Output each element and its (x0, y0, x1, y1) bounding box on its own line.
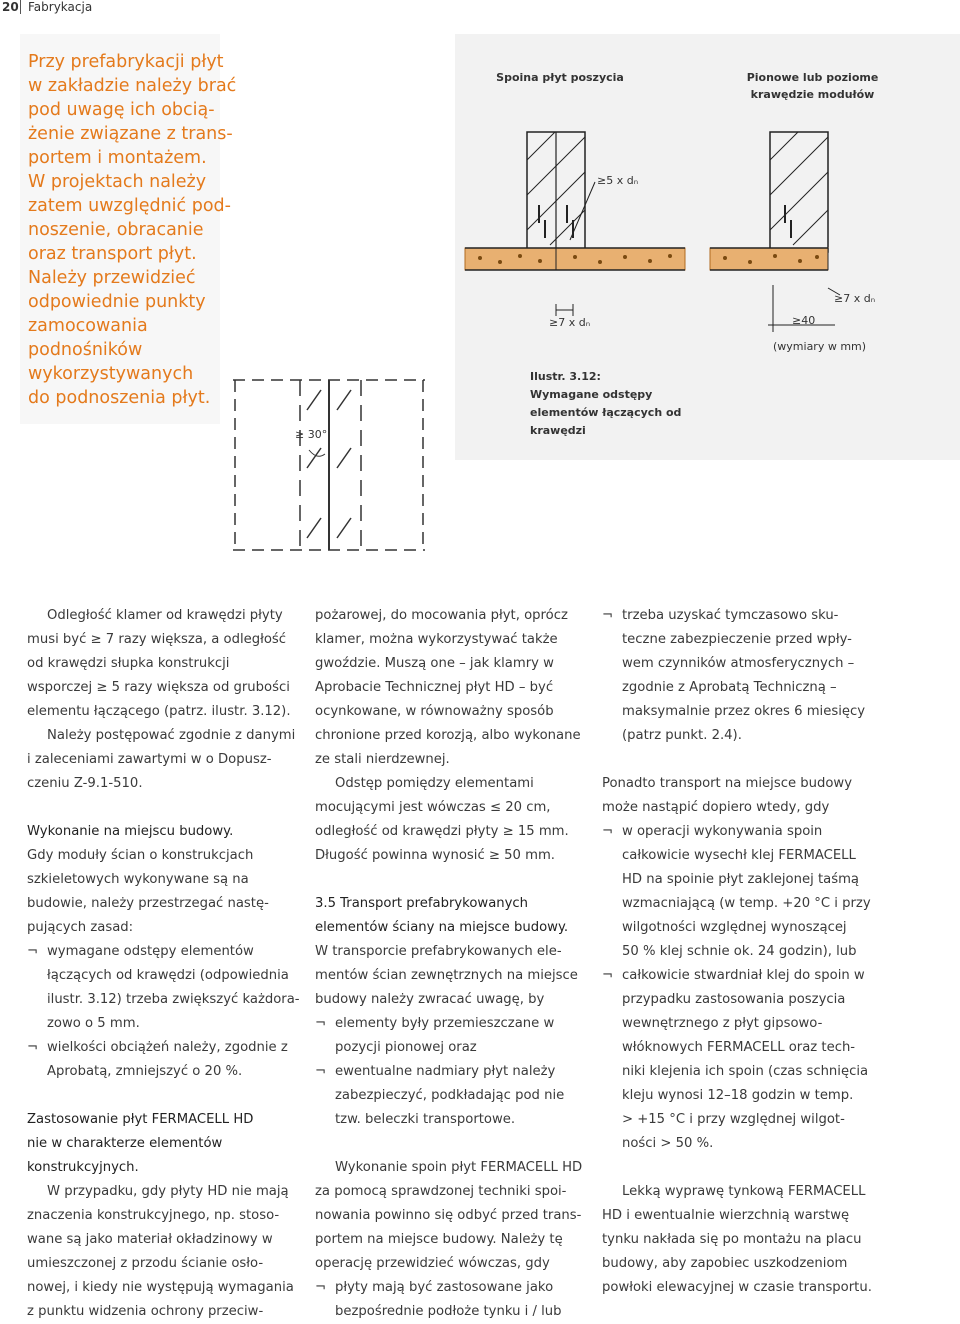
text-line: zgodnie z Aprobatą Techniczną – (622, 680, 837, 695)
intro-line: żenie związane z trans- (28, 124, 233, 144)
text-line: wymagane odstępy elementów (47, 944, 254, 959)
text-line: od krawędzi słupka konstrukcji (27, 656, 230, 671)
text-line: trzeba uzyskać tymczasowo sku- (622, 608, 839, 623)
text-line: mocującymi jest wówczas ≤ 20 cm, (315, 800, 551, 815)
text-line: maksymalnie przez okres 6 miesięcy (622, 704, 866, 719)
text-line: Lekką wyprawę tynkową FERMACELL (622, 1184, 866, 1199)
text-line: znaczenia konstrukcyjnego, np. stoso- (27, 1208, 280, 1223)
intro-line: w zakładzie należy brać (28, 76, 237, 96)
figure-caption (530, 368, 681, 440)
section-heading: Wykonanie na miejscu budowy. (27, 824, 234, 839)
section-heading: elementów ściany na miejsce budowy. (315, 920, 569, 935)
text-line: łączących od krawędzi (odpowiednia (47, 968, 289, 983)
intro-text (28, 50, 237, 410)
joint-diagram (455, 120, 960, 360)
text-line: ności > 50 %. (622, 1136, 714, 1151)
text-line: budowy należy zwracać uwagę, by (315, 992, 545, 1007)
bullet-item (315, 1060, 590, 1132)
text-line: za pomocą sprawdzonej techniki spoi- (315, 1184, 567, 1199)
header-divider (20, 0, 21, 14)
bullet-item (602, 820, 892, 964)
angle-label: ≥ 30° (295, 428, 328, 441)
bullet-mark: ¬ (602, 968, 614, 983)
section-heading: nie w charakterze elementów (27, 1136, 223, 1151)
text-line: Odległość klamer od krawędzi płyty (47, 608, 283, 623)
text-line: budowie, należy przestrzegać nastę- (27, 896, 269, 911)
text-line: Gdy moduły ścian o konstrukcjach (27, 848, 254, 863)
text-line: Odstęp pomiędzy elementami (335, 776, 534, 791)
intro-line: odpowiednie punkty (28, 292, 206, 312)
plate-joint-detail (465, 132, 685, 316)
text-line: klamer, można wykorzystywać także (315, 632, 558, 647)
units-note: (wymiary w mm) (773, 340, 867, 353)
section-heading: konstrukcyjnych. (27, 1160, 139, 1175)
intro-line: W projektach należy (28, 172, 207, 192)
text-line: wem czynników atmosferycznych – (622, 656, 855, 671)
intro-line: pod uwagę ich obcią- (28, 100, 215, 120)
text-line: Ponadto transport na miejsce budowy (602, 776, 853, 791)
module-edge-detail (710, 132, 840, 332)
text-line: zabezpieczyć, podkładając pod nie (335, 1088, 565, 1103)
section-heading: 3.5 Transport prefabrykowanych (315, 896, 529, 911)
dimension-7dn-left: ≥7 x dₙ (549, 316, 591, 329)
bullet-mark: ¬ (315, 1016, 327, 1031)
intro-line: zatem uwzględnić pod- (28, 196, 231, 216)
text-line: 50 % klej schnie ok. 24 godzin), lub (622, 944, 857, 959)
caption-line: elementów łączących od (530, 406, 682, 419)
paragraph (27, 604, 297, 628)
text-line: ze stali nierdzewnej. (315, 752, 450, 767)
intro-line: wykorzystywanych (28, 364, 194, 384)
intro-line: podnośników (28, 340, 143, 360)
figure-title-right-line: Pionowe lub poziome (746, 71, 879, 84)
text-line: tzw. beleczki transportowe. (335, 1112, 516, 1127)
section-heading: Zastosowanie płyt FERMACELL HD (27, 1112, 254, 1127)
text-line: W transporcie prefabrykowanych ele- (315, 944, 562, 959)
text-line: wsporczej ≥ 5 razy większa od grubości (27, 680, 290, 695)
bullet-mark: ¬ (27, 1040, 39, 1055)
dimension-7dn-right: ≥7 x dₙ (834, 292, 876, 305)
text-line: ewentualne nadmiary płyt należy (335, 1064, 556, 1079)
text-line: wzmacniającą (w temp. +20 °C i przy (622, 896, 871, 911)
dimension-40: ≥40 (792, 314, 816, 327)
text-line: W przypadku, gdy płyty HD nie mają (47, 1184, 289, 1199)
text-line: Aprobatą, zmniejszyć o 20 %. (47, 1064, 243, 1079)
bullet-item (27, 1036, 297, 1084)
bullet-mark: ¬ (315, 1064, 327, 1079)
bullet-mark: ¬ (602, 824, 614, 839)
text-line: > +15 °C i przy względnej wilgot- (622, 1112, 845, 1127)
bullet-item (27, 940, 300, 1036)
text-line: HD na spoinie płyt zaklejonej taśmą (622, 872, 860, 887)
text-line: portem na miejsce budowy. Należy tę (315, 1232, 563, 1247)
intro-line: portem i montażem. (28, 148, 207, 168)
text-column-3 (602, 604, 892, 1300)
text-line: gwoździe. Muszą one – jak klamry w (315, 656, 554, 671)
text-line: (patrz punkt. 2.4). (622, 728, 742, 743)
text-line: powłoki elewacyjnej w czasie transportu. (602, 1280, 872, 1295)
text-line: ilustr. 3.12) trzeba zwiększyć każdora- (47, 992, 300, 1007)
caption-number: Ilustr. 3.12: (530, 370, 601, 383)
text-line: całkowicie stwardniał klej do spoin w (622, 968, 865, 983)
text-line: teczne zabezpieczenie przed wpły- (622, 632, 852, 647)
caption-line: krawędzi (530, 424, 586, 437)
text-line: operację przewidzieć wówczas, gdy (315, 1256, 550, 1271)
text-line: z punktu widzenia ochrony przeciw- (27, 1304, 264, 1319)
text-column-2 (315, 604, 590, 1324)
text-line: Aprobacie Technicznej płyt HD – być (315, 680, 554, 695)
section-title: Fabrykacja (28, 0, 93, 14)
text-line: kleju wynosi 12–18 godzin w temp. (622, 1088, 854, 1103)
text-line: nowej, i kiedy nie występują wymagania (27, 1280, 294, 1295)
text-line: wilgotności względnej wynoszącej (622, 920, 847, 935)
intro-line: Należy przewidzieć (28, 268, 196, 288)
text-line: umieszczonej z przodu ścianie osło- (27, 1256, 264, 1271)
figure-title-left: Spoina płyt poszycia (496, 71, 624, 84)
text-line: całkowicie wysechł klej FERMACELL (622, 848, 856, 863)
intro-line: noszenie, obracanie (28, 220, 204, 240)
text-line: budowy, aby zapobiec uszkodzeniom (602, 1256, 848, 1271)
page-number: 20 (2, 0, 19, 14)
text-line: mentów ścian zewnętrznych na miejsce (315, 968, 578, 983)
bullet-item (315, 1276, 590, 1324)
text-line: chronione przed korozją, albo wykonane (315, 728, 581, 743)
text-line: Długość powinna wynosić ≥ 50 mm. (315, 848, 555, 863)
intro-line: do podnoszenia płyt. (28, 388, 211, 408)
figure-title-right-line: krawędzie modułów (750, 88, 875, 101)
text-line: w operacji wykonywania spoin (622, 824, 823, 839)
text-line: może nastąpić dopiero wtedy, gdy (602, 800, 830, 815)
intro-line: oraz transport płyt. (28, 244, 197, 264)
figure-title-right (720, 69, 905, 103)
text-line: nowania powinno się odbyć przed trans- (315, 1208, 582, 1223)
text-line: HD i ewentualnie wierzchnią warstwę (602, 1208, 850, 1223)
text-column-1 (27, 604, 300, 1324)
text-line: Należy postępować zgodnie z danymi (47, 728, 296, 743)
text-line: elementy były przemieszczane w (335, 1016, 555, 1031)
caption-line: Wymagane odstępy (530, 388, 653, 401)
text-line: szkieletowych wykonywane są na (27, 872, 249, 887)
bullet-mark: ¬ (315, 1280, 327, 1295)
text-line: bezpośrednie podłoże tynku i / lub (335, 1304, 562, 1319)
text-line: włóknowych FERMACELL oraz tech- (622, 1040, 856, 1055)
text-line: zowo o 5 mm. (47, 1016, 140, 1031)
bullet-mark: ¬ (602, 608, 614, 623)
bullet-item (602, 604, 892, 748)
text-line: niki klejenia ich spoin (czas schnięcia (622, 1064, 869, 1079)
text-line: wane są jako materiał okładzinowy w (27, 1232, 273, 1247)
intro-line: zamocowania (28, 316, 148, 336)
text-line: ocynkowane, w równoważny sposób (315, 704, 554, 719)
text-line: płyty mają być zastosowane jako (335, 1280, 554, 1295)
text-line: czeniu Z-9.1-510. (27, 776, 143, 791)
text-line: pożarowej, do mocowania płyt, oprócz (315, 608, 568, 623)
text-line: odległość od krawędzi płyty ≥ 15 mm. (315, 824, 569, 839)
text-line: wewnętrznego z płyt gipsowo- (622, 1016, 823, 1031)
text-line: i zaleceniami zawartymi w o Dopusz- (27, 752, 272, 767)
intro-line: Przy prefabrykacji płyt (28, 52, 224, 72)
text-line: wielkości obciążeń należy, zgodnie z (47, 1040, 288, 1055)
text-line: Wykonanie spoin płyt FERMACELL HD (335, 1160, 583, 1175)
text-line: musi być ≥ 7 razy większa, a odległość (27, 632, 287, 647)
text-line: pujących zasad: (27, 920, 134, 935)
bullet-item (602, 964, 892, 1156)
text-line: tynku nakłada się po montażu na placu (602, 1232, 862, 1247)
bullet-mark: ¬ (27, 944, 39, 959)
text-line: pozycji pionowej oraz (335, 1040, 477, 1055)
text-line: przypadku zastosowania poszycia (622, 992, 846, 1007)
bullet-item (315, 1012, 590, 1060)
lifting-angle-diagram (225, 372, 435, 558)
dimension-5dn: ≥5 x dₙ (597, 174, 639, 187)
text-line: elementu łączącego (patrz. ilustr. 3.12). (27, 704, 291, 719)
